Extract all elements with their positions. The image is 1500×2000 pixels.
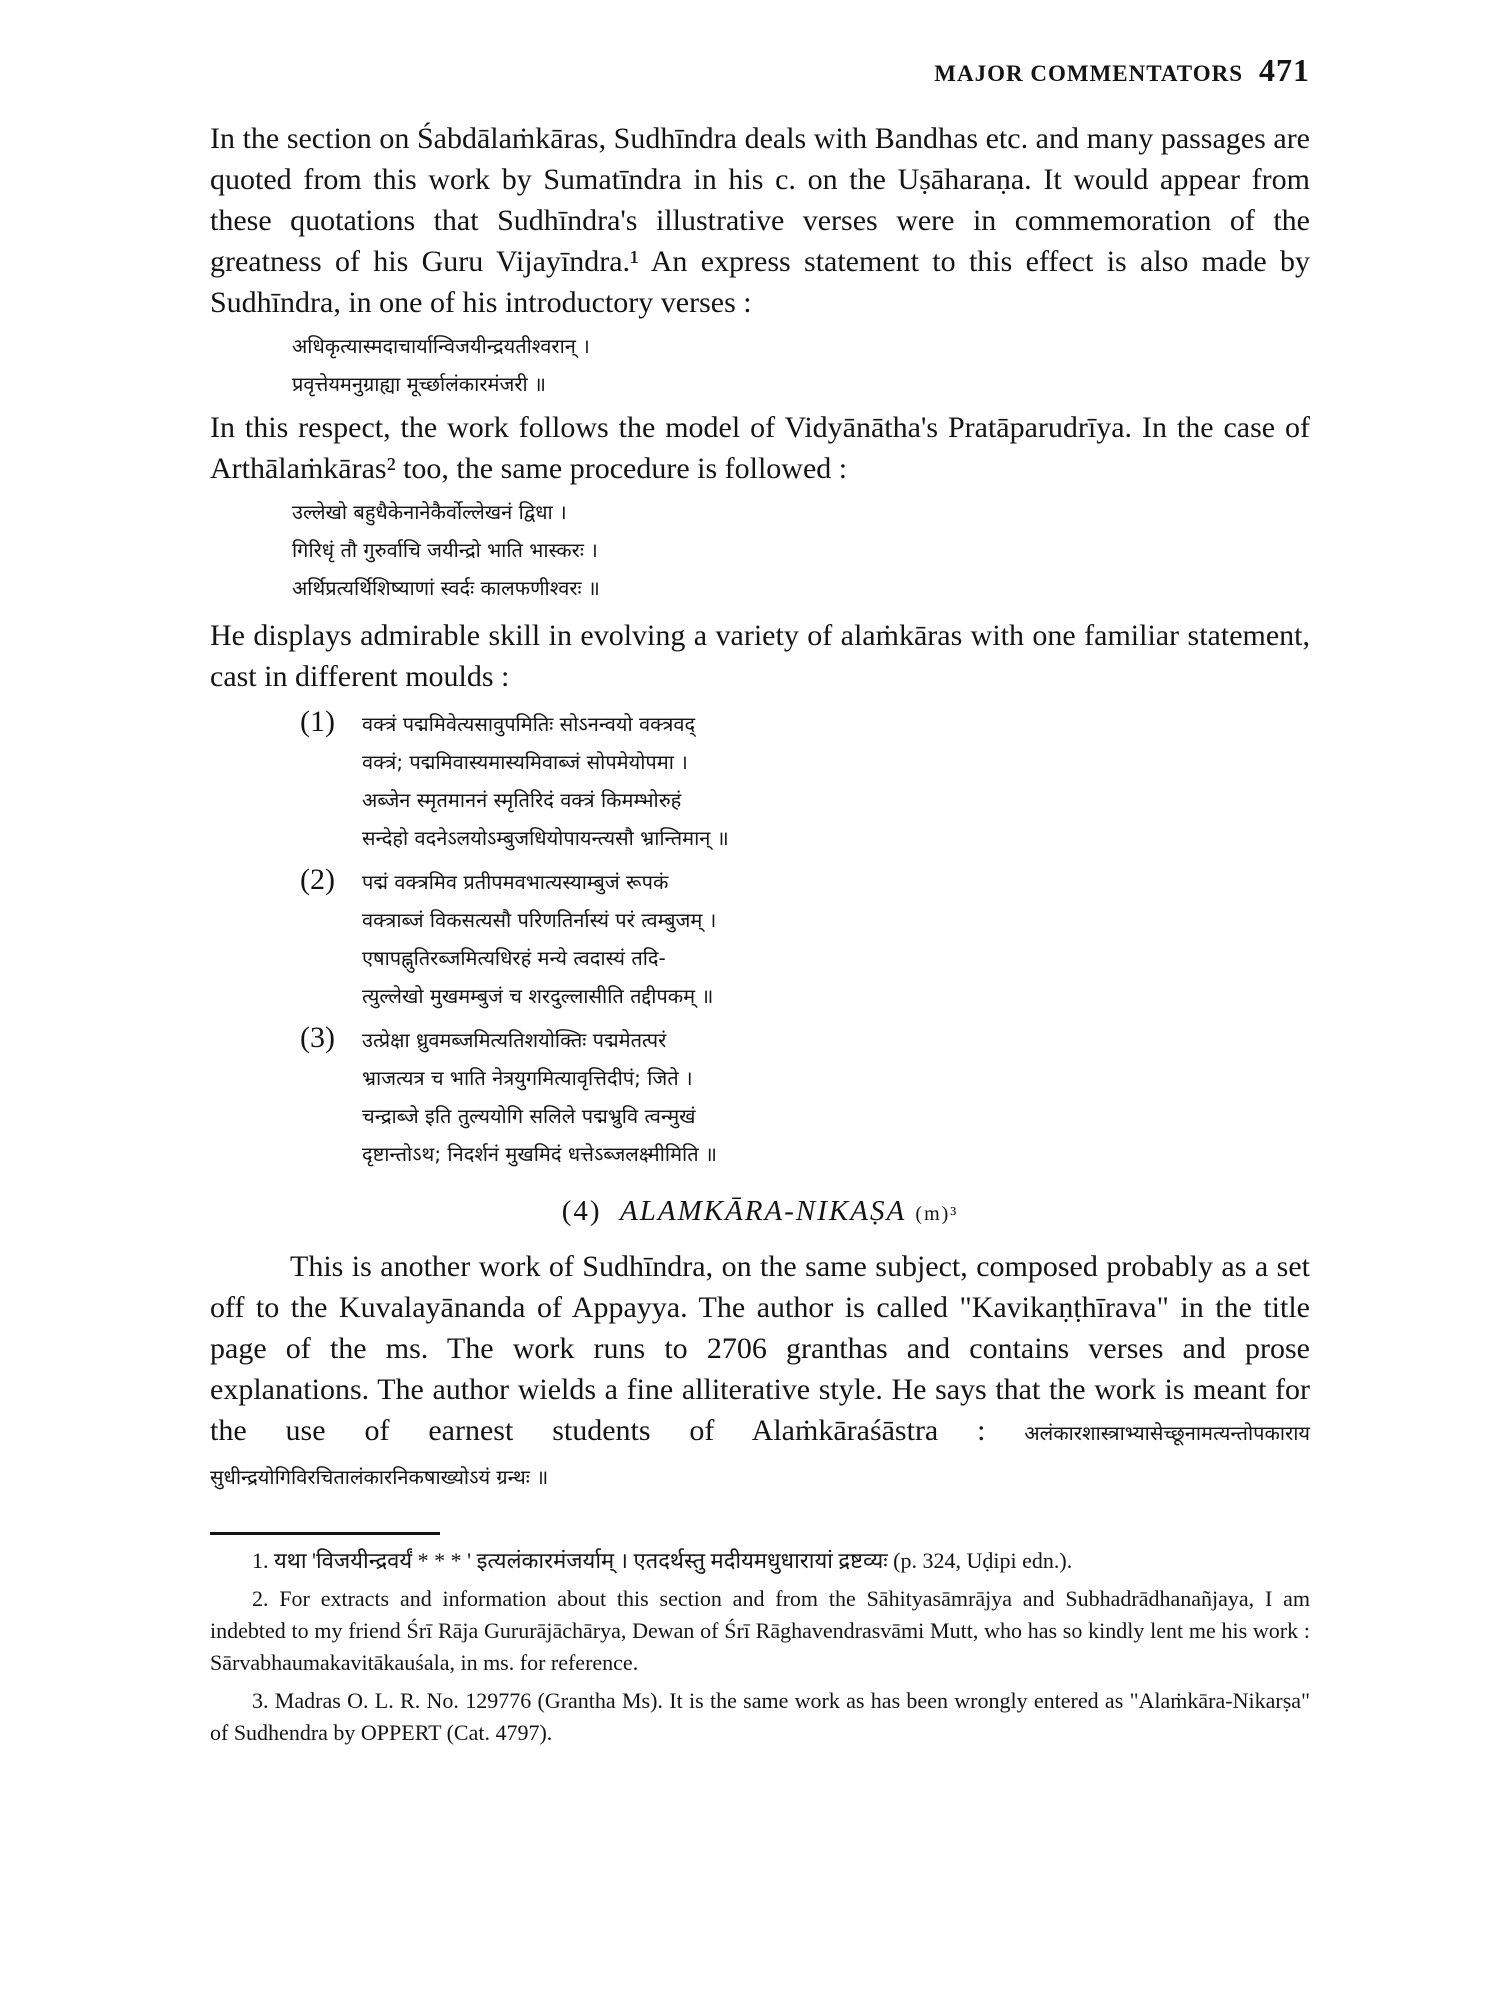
verse-line: उल्लेखो बहुधैकेनानेकैर्वोल्लेखनं द्विधा ।: [292, 500, 567, 524]
example-line: एषापह्नुतिरब्जमित्यधिरहं मन्ये त्वदास्यं तदि-: [362, 946, 666, 970]
example-line: अब्जेन स्मृतमाननं स्मृतिरिदं वक्त्रं किमम्भोरुहं: [362, 788, 682, 812]
page-number: 471: [1259, 52, 1310, 88]
page-body: [210, 40, 1310, 1749]
verse-line: अर्थिप्रत्यर्थिशिष्याणां स्वर्दः कालफणीश्वरः ॥: [292, 576, 600, 600]
example-number: (1): [300, 705, 335, 738]
example-line: त्युल्लेखो मुखमम्बुजं च शरदुल्लासीति तद्दीपकम् ॥: [362, 984, 714, 1008]
example-number: (3): [300, 1021, 335, 1054]
paragraph-4-sanskrit: अलंकारशास्त्राभ्यासेच्छूनामत्यन्तोपकाराय सुधीन्द्रयोगिविरचितालंकारनिकषाख्योऽयं ग्रन्थः ॥: [210, 1421, 1310, 1489]
footnote-1: 1. यथा 'विजयीन्द्रवर्यं * * * ' इत्यलंकारमंजर्याम् । एतदर्थस्तु मदीयमधुधारायां द्रष्टव्यः (p. 324, Uḍipi edn.).: [252, 1548, 1073, 1573]
example-line: वक्त्रं; पद्ममिवास्यमास्यमिवाब्जं सोपमेयोपमा ।: [362, 750, 688, 774]
example-3: [300, 1019, 1310, 1173]
examples-block: [210, 703, 1310, 1173]
verse-block-1: [210, 327, 1310, 403]
example-line: भ्राजत्यत्र च भाति नेत्रयुगमित्यावृत्तिदीपं; जिते ।: [362, 1066, 693, 1090]
section-heading: [210, 1195, 1310, 1228]
example-1: [300, 703, 1310, 857]
section-number: (4): [561, 1195, 602, 1227]
example-number: (2): [300, 863, 335, 896]
paragraph-4-text: This is another work of Sudhīndra, on the same subject, composed probably as a set off to the Kuvalayānanda of Appayya. The author is called "Kavikaṇṭhīrava" in the title page of the ms. The work runs to 2706 granthas and contains verses and prose explanations. The author wields a fine alliterative style. He says that the work is meant for the use of earnest students of Alaṁkāraśāstra :: [210, 1250, 1310, 1447]
paragraph-1: In the section on Śabdālaṁkāras, Sudhīndra deals with Bandhas etc. and many passages are quoted from this work by Sumatīndra in his c. on the Uṣāharaṇa. It would appear from these quotations that Sudhīndra's illustrative verses were in commemoration of the greatness of his Guru Vijayīndra.¹ An express statement to this effect is also made by Sudhīndra, in one of his introductory verses :: [210, 122, 1310, 319]
header-title: MAJOR COMMENTATORS: [934, 61, 1243, 86]
example-line: उत्प्रेक्षा ध्रुवमब्जमित्यतिशयोक्तिः पद्ममेतत्परं: [362, 1028, 667, 1052]
example-line: वक्त्रं पद्ममिवेत्यसावुपमितिः सोऽनन्वयो वक्त्रवद्: [362, 712, 696, 736]
footnote-rule: [210, 1532, 440, 1535]
example-line: दृष्टान्तोऽथ; निदर्शनं मुखमिदं धत्तेऽब्जलक्ष्मीमिति ॥: [362, 1142, 717, 1166]
example-line: पद्मं वक्त्रमिव प्रतीपमवभात्यस्याम्बुजं रूपकं: [362, 870, 669, 894]
example-line: वक्त्राब्जं विकसत्यसौ परिणतिर्नास्यं परं त्वम्बुजम् ।: [362, 908, 717, 932]
footnote-3: 3. Madras O. L. R. No. 129776 (Grantha Ms). It is the same work as has been wrongly entered as "Alaṁkāra-Nikarṣa" of Sudhendra by OPPERT (Cat. 4797).: [210, 1688, 1310, 1745]
footnote-2: 2. For extracts and information about this section and from the Sāhityasāmrājya and Subhadrādhanañjaya, I am indebted to my friend Śrī Rāja Gururājāchārya, Dewan of Śrī Rāghavendrasvāmi Mutt, who has so kindly lent me his work : Sārvabhaumakavitākauśala, in ms. for reference.: [210, 1586, 1310, 1675]
example-line: चन्द्राब्जे इति तुल्ययोगि सलिले पद्मभ्रुवि त्वन्मुखं: [362, 1104, 696, 1128]
verse-line: प्रवृत्तेयमनुग्राह्या मूर्च्छालंकारमंजरी ॥: [292, 372, 547, 396]
example-2: [300, 861, 1310, 1015]
paragraph-3: He displays admirable skill in evolving a variety of alaṁkāras with one familiar statement, cast in different moulds :: [210, 619, 1310, 693]
paragraph-2: In this respect, the work follows the model of Vidyānātha's Pratāparudrīya. In the case of Arthālaṁkāras² too, the same procedure is followed :: [210, 411, 1310, 485]
paragraph-4: [210, 1246, 1310, 1498]
verse-line: गिरिधृं तौ गुरुर्वाचि जयीन्द्रो भाति भास्करः ।: [292, 538, 598, 562]
verse-block-2: [210, 493, 1310, 607]
verse-line: अधिकृत्यास्मदाचार्यान्विजयीन्द्रयतीश्वरान् ।: [292, 334, 590, 358]
section-title: ALAMKĀRA-NIKAṢA: [620, 1195, 907, 1227]
example-line: सन्देहो वदनेऽलयोऽम्बुजधियोपायन्त्यसौ भ्रान्तिमान् ॥: [362, 826, 729, 850]
section-suffix: (m)³: [915, 1203, 959, 1225]
